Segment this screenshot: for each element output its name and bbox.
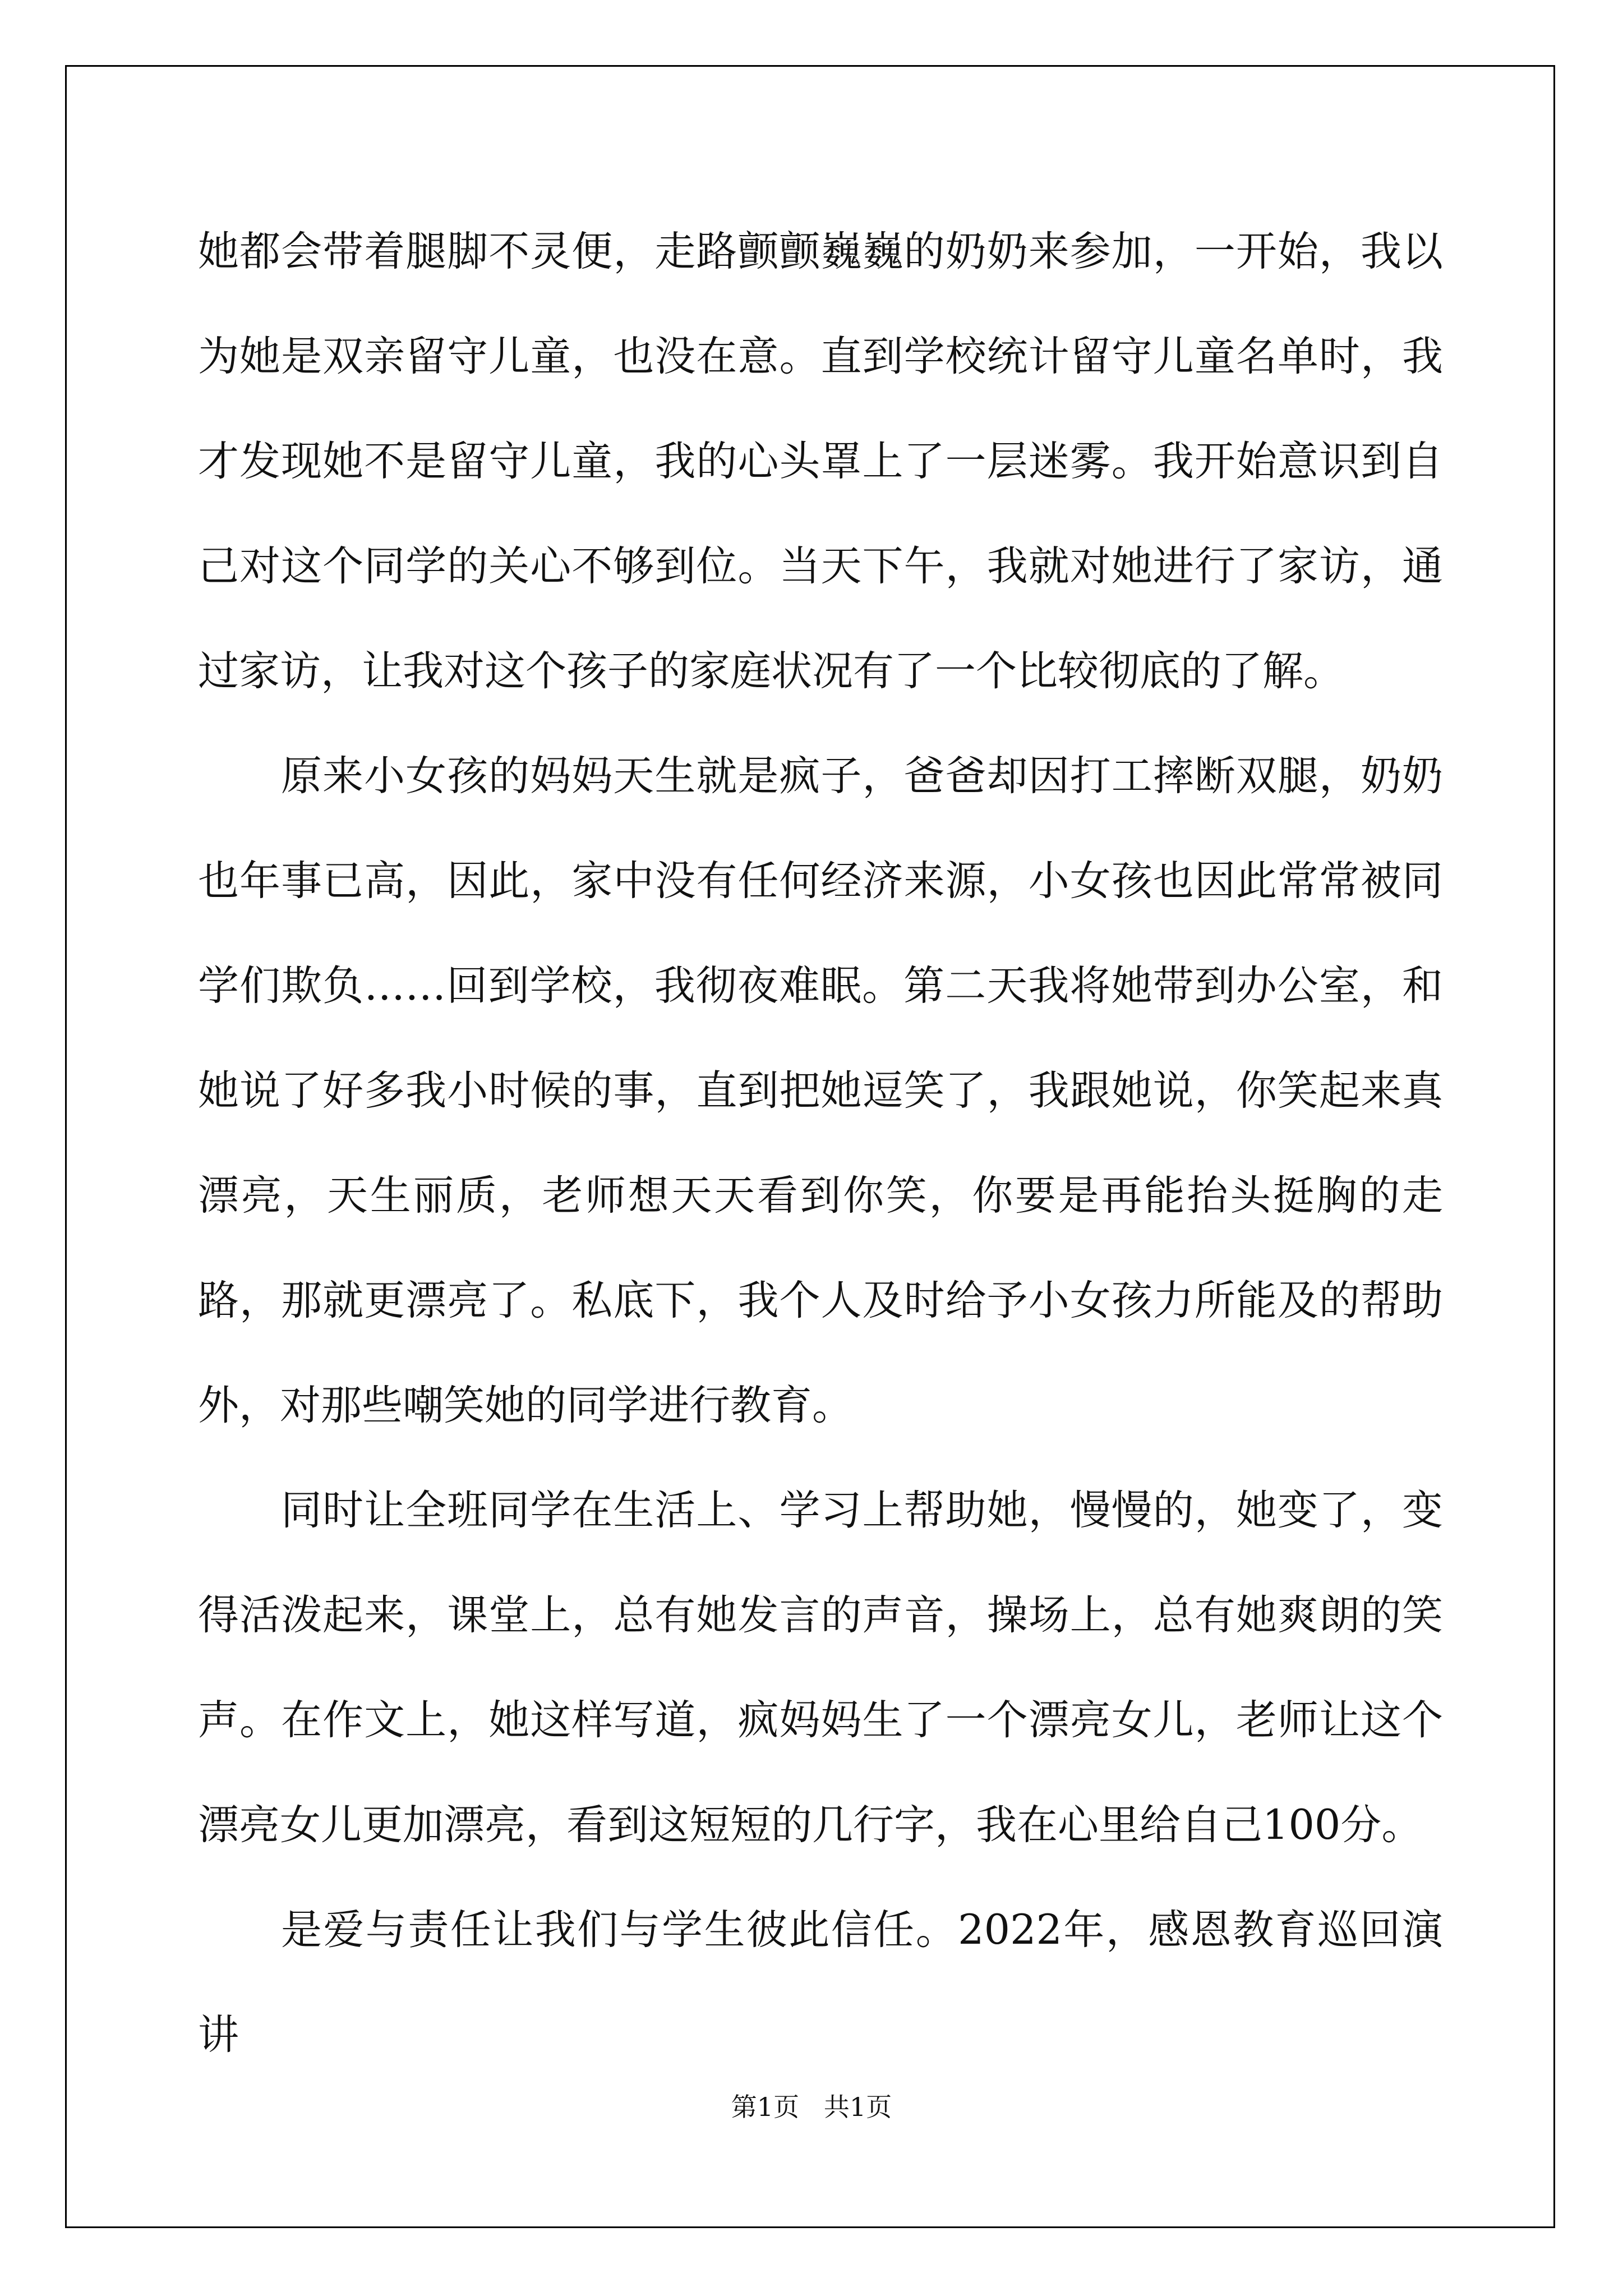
document-body — [198, 199, 1443, 2087]
paragraph-1: 她都会带着腿脚不灵便，走路颤颤巍巍的奶奶来参加，一开始，我以为她是双亲留守儿童，也没在意。直到学校统计留守儿童名单时，我才发现她不是留守儿童，我的心头罩上了一层迷雾。我开始意识到自己对这个同学的关心不够到位。当天下午，我就对她进行了家访，通过家访，让我对这个孩子的家庭状况有了一个比较彻底的了解。 — [198, 228, 1443, 695]
paragraph-3: 同时让全班同学在生活上、学习上帮助她，慢慢的，她变了，变得活泼起来，课堂上，总有她发言的声音，操场上，总有她爽朗的笑声。在作文上，她这样写道，疯妈妈生了一个漂亮女儿，老师让这个漂亮女儿更加漂亮，看到这短短的几行字，我在心里给自己100分。 — [198, 1487, 1443, 1849]
paragraph-2: 原来小女孩的妈妈天生就是疯子，爸爸却因打工摔断双腿，奶奶也年事已高，因此，家中没有任何经济来源，小女孩也因此常常被同学们欺负……回到学校，我彻夜难眠。第二天我将她带到办公室，和她说了好多我小时候的事，直到把她逗笑了，我跟她说，你笑起来真漂亮，天生丽质，老师想天天看到你笑，你要是再能抬头挺胸的走路，那就更漂亮了。私底下，我个人及时给予小女孩力所能及的帮助外，对那些嘲笑她的同学进行教育。 — [198, 752, 1443, 1429]
paragraph-4: 是爱与责任让我们与学生彼此信任。2022年，感恩教育巡回演讲 — [198, 1906, 1443, 2059]
page-number-footer: 第1页 共1页 — [731, 2092, 892, 2122]
